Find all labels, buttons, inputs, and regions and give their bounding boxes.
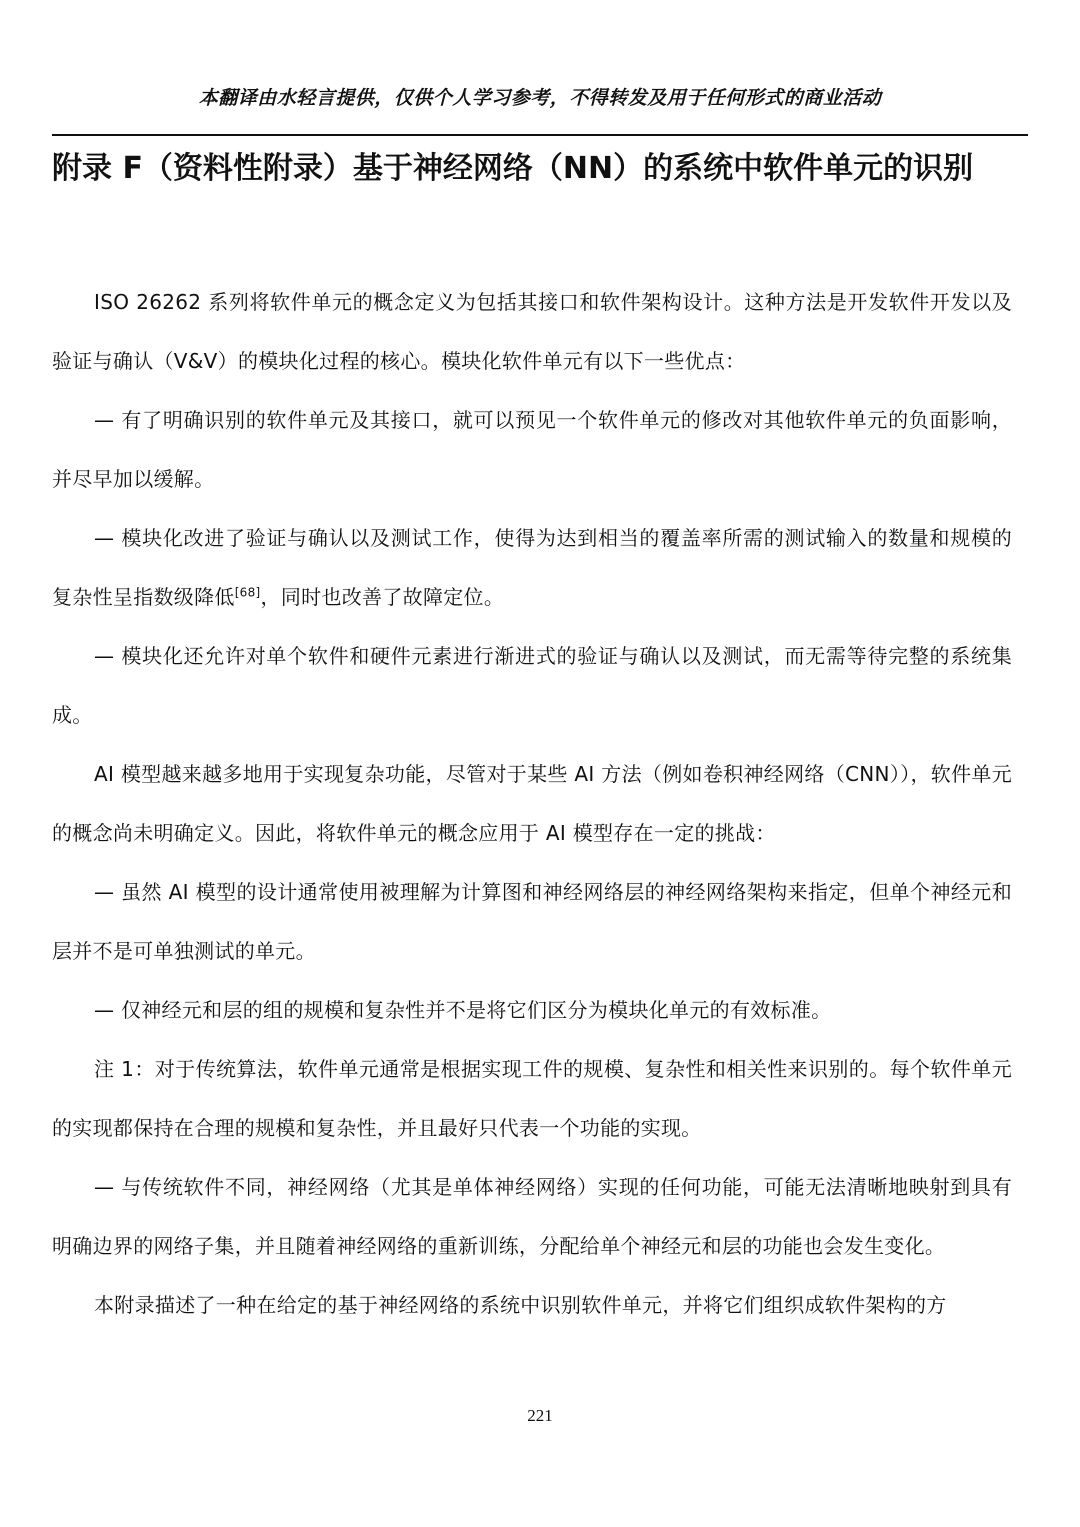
intro-paragraph: ISO 26262 系列将软件单元的概念定义为包括其接口和软件架构设计。这种方法是开发软件开发以及验证与确认（V&V）的模块化过程的核心。模块化软件单元有以下一些优点： (52, 290, 1012, 373)
challenge-item-1: — 虽然 AI 模型的设计通常使用被理解为计算图和神经网络层的神经网络架构来指定，但单个神经元和层并不是可单独测试的单元。 (52, 880, 1012, 963)
citation-ref: [68] (234, 585, 261, 600)
advantage-item-1: — 有了明确识别的软件单元及其接口，就可以预见一个软件单元的修改对其他软件单元的负面影响，并尽早加以缓解。 (52, 408, 1012, 491)
challenge-item-3: — 与传统软件不同，神经网络（尤其是单体神经网络）实现的任何功能，可能无法清晰地映射到具有明确边界的网络子集，并且随着神经网络的重新训练，分配给单个神经元和层的功能也会发生变化。 (52, 1175, 1012, 1258)
ai-model-paragraph: AI 模型越来越多地用于实现复杂功能，尽管对于某些 AI 方法（例如卷积神经网络（CNN）），软件单元的概念尚未明确定义。因此，将软件单元的概念应用于 AI 模型存在一定的挑战： (52, 762, 1012, 845)
advantage-item-2-tail: ，同时也改善了故障定位。 (260, 585, 505, 609)
challenge-item-2: — 仅神经元和层的组的规模和复杂性并不是将它们区分为模块化单元的有效标准。 (94, 998, 832, 1022)
advantage-item-2 (52, 509, 1012, 627)
page-number: 221 (527, 1406, 553, 1425)
copyright-notice: 本翻译由水轻言提供，仅供个人学习参考，不得转发及用于任何形式的商业活动 (198, 87, 882, 109)
body-text (52, 273, 1012, 1335)
advantage-item-2-text: — 模块化改进了验证与确认以及测试工作，使得为达到相当的覆盖率所需的测试输入的数量和规模的复杂性呈指数级降低 (52, 526, 1012, 609)
annex-title: 附录 F（资料性附录）基于神经网络（NN）的系统中软件单元的识别 (52, 151, 974, 186)
note-1: 注 1：对于传统算法，软件单元通常是根据实现工件的规模、复杂性和相关性来识别的。每个软件单元的实现都保持在合理的规模和复杂性，并且最好只代表一个功能的实现。 (52, 1057, 1012, 1140)
annex-description-paragraph: 本附录描述了一种在给定的基于神经网络的系统中识别软件单元，并将它们组织成软件架构的方 (94, 1293, 947, 1317)
header-divider (52, 134, 1028, 136)
advantage-item-3: — 模块化还允许对单个软件和硬件元素进行渐进式的验证与确认以及测试，而无需等待完整的系统集成。 (52, 644, 1012, 727)
